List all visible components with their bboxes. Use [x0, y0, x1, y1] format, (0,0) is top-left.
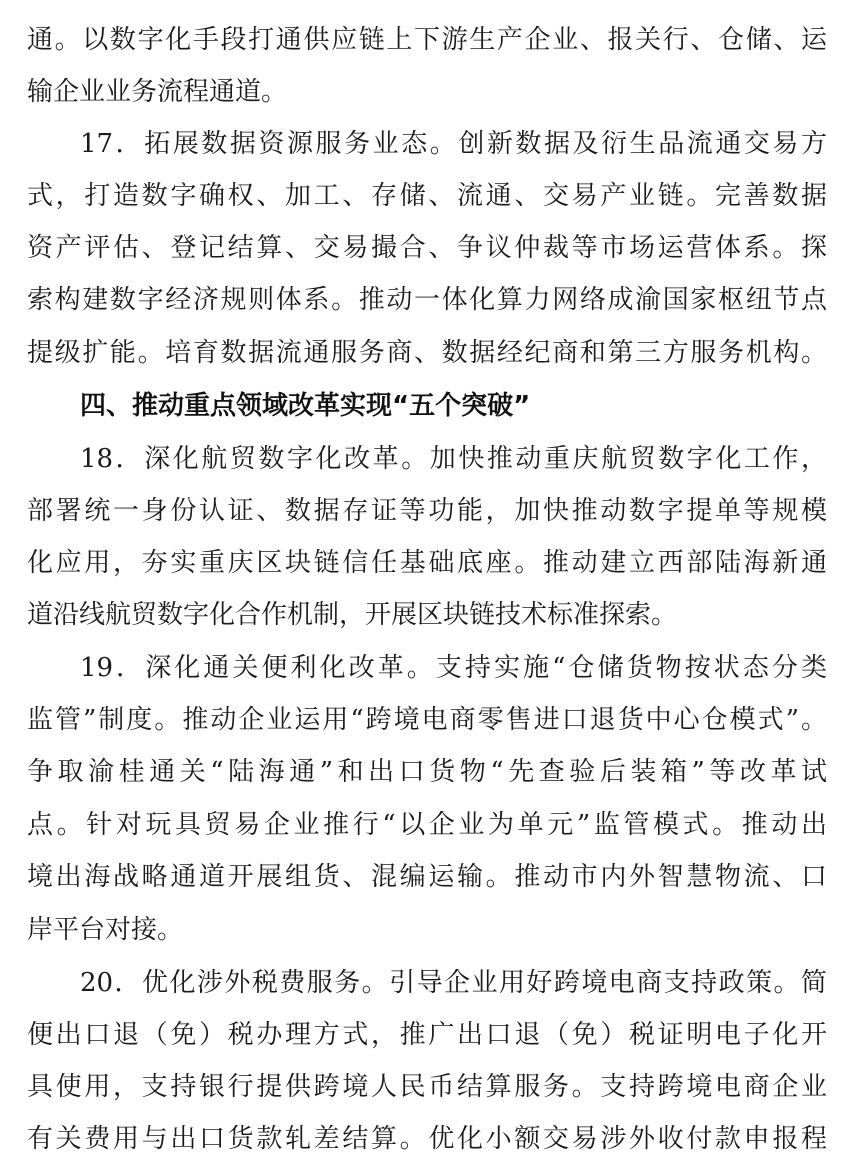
paragraph-line: 便出口退（免）税办理方式，推广出口退（免）税证明电子化开 [27, 1020, 827, 1050]
paragraph-line: 通。以数字化手段打通供应链上下游生产企业、报关行、仓储、运 [27, 25, 827, 55]
section-17-title-line: 17．拓展数据资源服务业态。创新数据及衍生品流通交易方 [80, 129, 827, 159]
section-19-title-line: 19．深化通关便利化改革。支持实施“仓储货物按状态分类 [80, 653, 827, 683]
paragraph-line: 式，打造数字确权、加工、存储、流通、交易产业链。完善数据 [27, 181, 827, 211]
paragraph-line: 岸平台对接。 [27, 915, 184, 945]
paragraph-line: 境出海战略通道开展组货、混编运输。推动市内外智慧物流、口 [27, 862, 827, 892]
section-20-title-line: 20．优化涉外税费服务。引导企业用好跨境电商支持政策。简 [80, 968, 827, 998]
section-heading: 四、推动重点领域改革实现“五个突破” [80, 391, 531, 421]
paragraph-line: 具使用，支持银行提供跨境人民币结算服务。支持跨境电商企业 [27, 1072, 827, 1102]
section-18-title-line: 18．深化航贸数字化改革。加快推动重庆航贸数字化工作， [80, 444, 827, 474]
paragraph-line: 化应用，夯实重庆区块链信任基础底座。推动建立西部陆海新通 [27, 548, 827, 578]
paragraph-line: 部署统一身份认证、数据存证等功能，加快推动数字提单等规模 [27, 496, 827, 526]
paragraph-line: 监管”制度。推动企业运用“跨境电商零售进口退货中心仓模式”。 [27, 705, 827, 735]
paragraph-line: 索构建数字经济规则体系。推动一体化算力网络成渝国家枢纽节点 [27, 285, 827, 315]
paragraph-line: 资产评估、登记结算、交易撮合、争议仲裁等市场运营体系。探 [27, 233, 827, 263]
paragraph-line: 点。针对玩具贸易企业推行“以企业为单元”监管模式。推动出 [27, 810, 827, 840]
paragraph-line: 提级扩能。培育数据流通服务商、数据经纪商和第三方服务机构。 [27, 338, 827, 368]
paragraph-line: 输企业业务流程通道。 [27, 77, 288, 107]
paragraph-line: 有关费用与出口货款轧差结算。优化小额交易涉外收付款申报程 [27, 1124, 827, 1154]
paragraph-line: 道沿线航贸数字化合作机制，开展区块链技术标准探索。 [27, 600, 678, 630]
paragraph-line: 争取渝桂通关“陆海通”和出口货物“先查验后装箱”等改革试 [27, 757, 827, 787]
